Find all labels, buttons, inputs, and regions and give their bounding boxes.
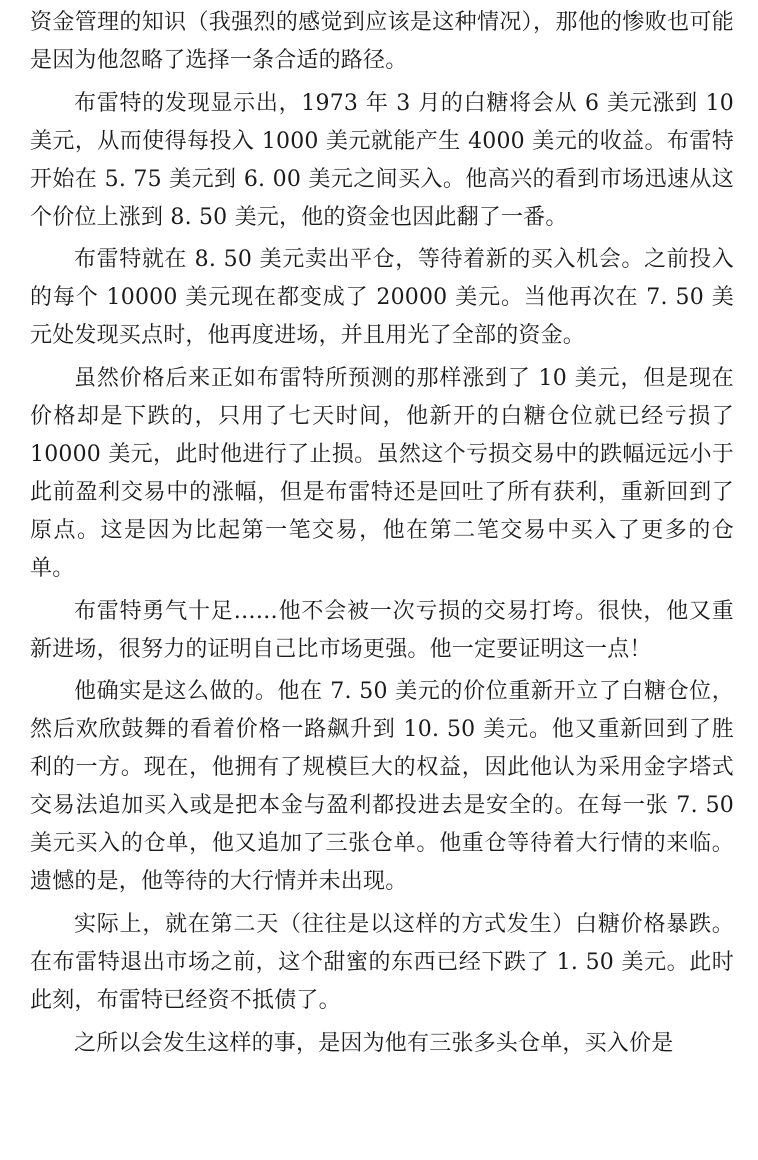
paragraph-7: 实际上，就在第二天（往往是以这样的方式发生）白糖价格暴跌。在布雷特退出市场之前，这个甜蜜的东西已经下跌了 1. 50 美元。此时此刻，布雷特已经资不抵债了。 [30,911,734,1013]
paragraph-8: 之所以会发生这样的事，是因为他有三张多头仓单，买入价是 [74,1030,674,1056]
paragraph-3: 布雷特就在 8. 50 美元卖出平仓，等待着新的买入机会。之前投入的每个 10000 美元现在都变成了 20000 美元。当他再次在 7. 50 美元处发现买点时，他再度进场，并且用光了全部的资金。 [30,247,734,349]
paragraph-4: 虽然价格后来正如布雷特所预测的那样涨到了 10 美元，但是现在价格却是下跌的，只用了七天时间，他新开的白糖仓位就已经亏损了 10000 美元，此时他进行了止损。虽然这个亏损交易中的跌幅远远小于此前盈利交易中的涨幅，但是布雷特还是回吐了所有获利，重新回到了原点。这是因为比起第一笔交易，他在第二笔交易中买入了更多的仓单。 [30,366,734,581]
paragraph-2: 布雷特的发现显示出，1973 年 3 月的白糖将会从 6 美元涨到 10 美元，从而使得每投入 1000 美元就能产生 4000 美元的收益。布雷特开始在 5. 75 美元到 6. 00 美元之间买入。他高兴的看到市场迅速从这个价位上涨到 8. 50 美元，他的资金也因此翻了一番。 [30,90,734,230]
paragraph-1: 资金管理的知识（我强烈的感觉到应该是这种情况），那他的惨败也可能是因为他忽略了选择一条合适的路径。 [30,10,734,73]
body-text [30,4,734,1067]
paragraph-5: 布雷特勇气十足……他不会被一次亏损的交易打垮。很快，他又重新进场，很努力的证明自己比市场更强。他一定要证明这一点！ [30,598,734,662]
paragraph-6: 他确实是这么做的。他在 7. 50 美元的价位重新开立了白糖仓位，然后欢欣鼓舞的看着价格一路飙升到 10. 50 美元。他又重新回到了胜利的一方。现在，他拥有了规模巨大的权益，因此他认为采用金字塔式交易法追加买入或是把本金与盈利都投进去是安全的。在每一张 7. 50 美元买入的仓单，他又追加了三张仓单。他重仓等待着大行情的来临。遗憾的是，他等待的大行情并未出现。 [30,679,734,894]
